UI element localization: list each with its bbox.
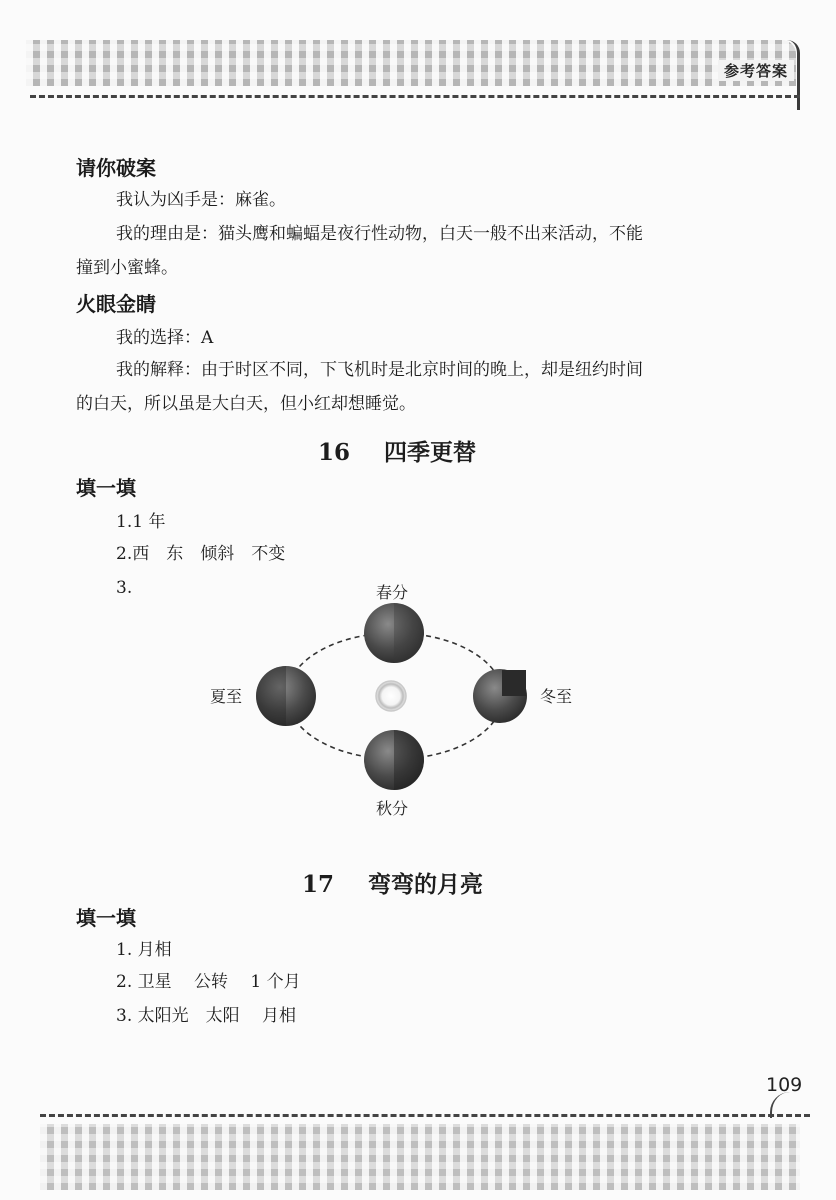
label-winter-solstice: 冬至 [540, 687, 573, 706]
lesson-16-number: 16 [318, 439, 351, 466]
lesson-17-item-2: 2. 卫星 公转 1 个月 [116, 972, 301, 992]
case-line-3: 撞到小蜜蜂。 [76, 258, 178, 278]
footer-divider [40, 1114, 810, 1117]
lesson-17-heading [302, 866, 483, 899]
lesson-16-item-1: 1.1 年 [116, 512, 166, 532]
lesson-16-heading [318, 434, 476, 467]
eye-line-2: 我的解释：由于时区不同，下飞机时是北京时间的晚上，却是纽约时间 [116, 360, 643, 380]
lesson-17-title: 弯弯的月亮 [368, 872, 484, 898]
header-title: 参考答案 [718, 60, 794, 81]
section-title-case: 请你破案 [76, 156, 156, 180]
lesson-17-subtitle: 填一填 [76, 906, 136, 930]
lesson-16-item-2: 2.西 东 倾斜 不变 [116, 544, 286, 564]
seasons-diagram [180, 578, 600, 828]
page-number: 109 [766, 1074, 803, 1096]
lesson-17-number: 17 [302, 871, 335, 898]
lesson-17-item-1: 1. 月相 [116, 940, 172, 960]
lesson-16-item-3: 3. [116, 578, 133, 598]
case-line-2: 我的理由是：猫头鹰和蝙蝠是夜行性动物，白天一般不出来活动，不能 [116, 224, 643, 244]
case-line-1: 我认为凶手是：麻雀。 [116, 190, 286, 210]
section-title-eye: 火眼金睛 [76, 292, 156, 316]
orbit-svg [180, 578, 600, 828]
lesson-16-title: 四季更替 [384, 440, 477, 466]
label-spring-equinox: 春分 [376, 583, 409, 602]
lesson-16-subtitle: 填一填 [76, 476, 136, 500]
label-summer-solstice: 夏至 [210, 687, 243, 706]
eye-line-3: 的白天，所以虽是大白天，但小红却想睡觉。 [76, 394, 416, 414]
sun-icon [376, 681, 406, 711]
label-autumn-equinox: 秋分 [376, 799, 409, 818]
footer-band [40, 1124, 800, 1190]
lesson-17-item-3: 3. 太阳光 太阳 月相 [116, 1006, 297, 1026]
eye-line-1: 我的选择：A [116, 328, 214, 348]
